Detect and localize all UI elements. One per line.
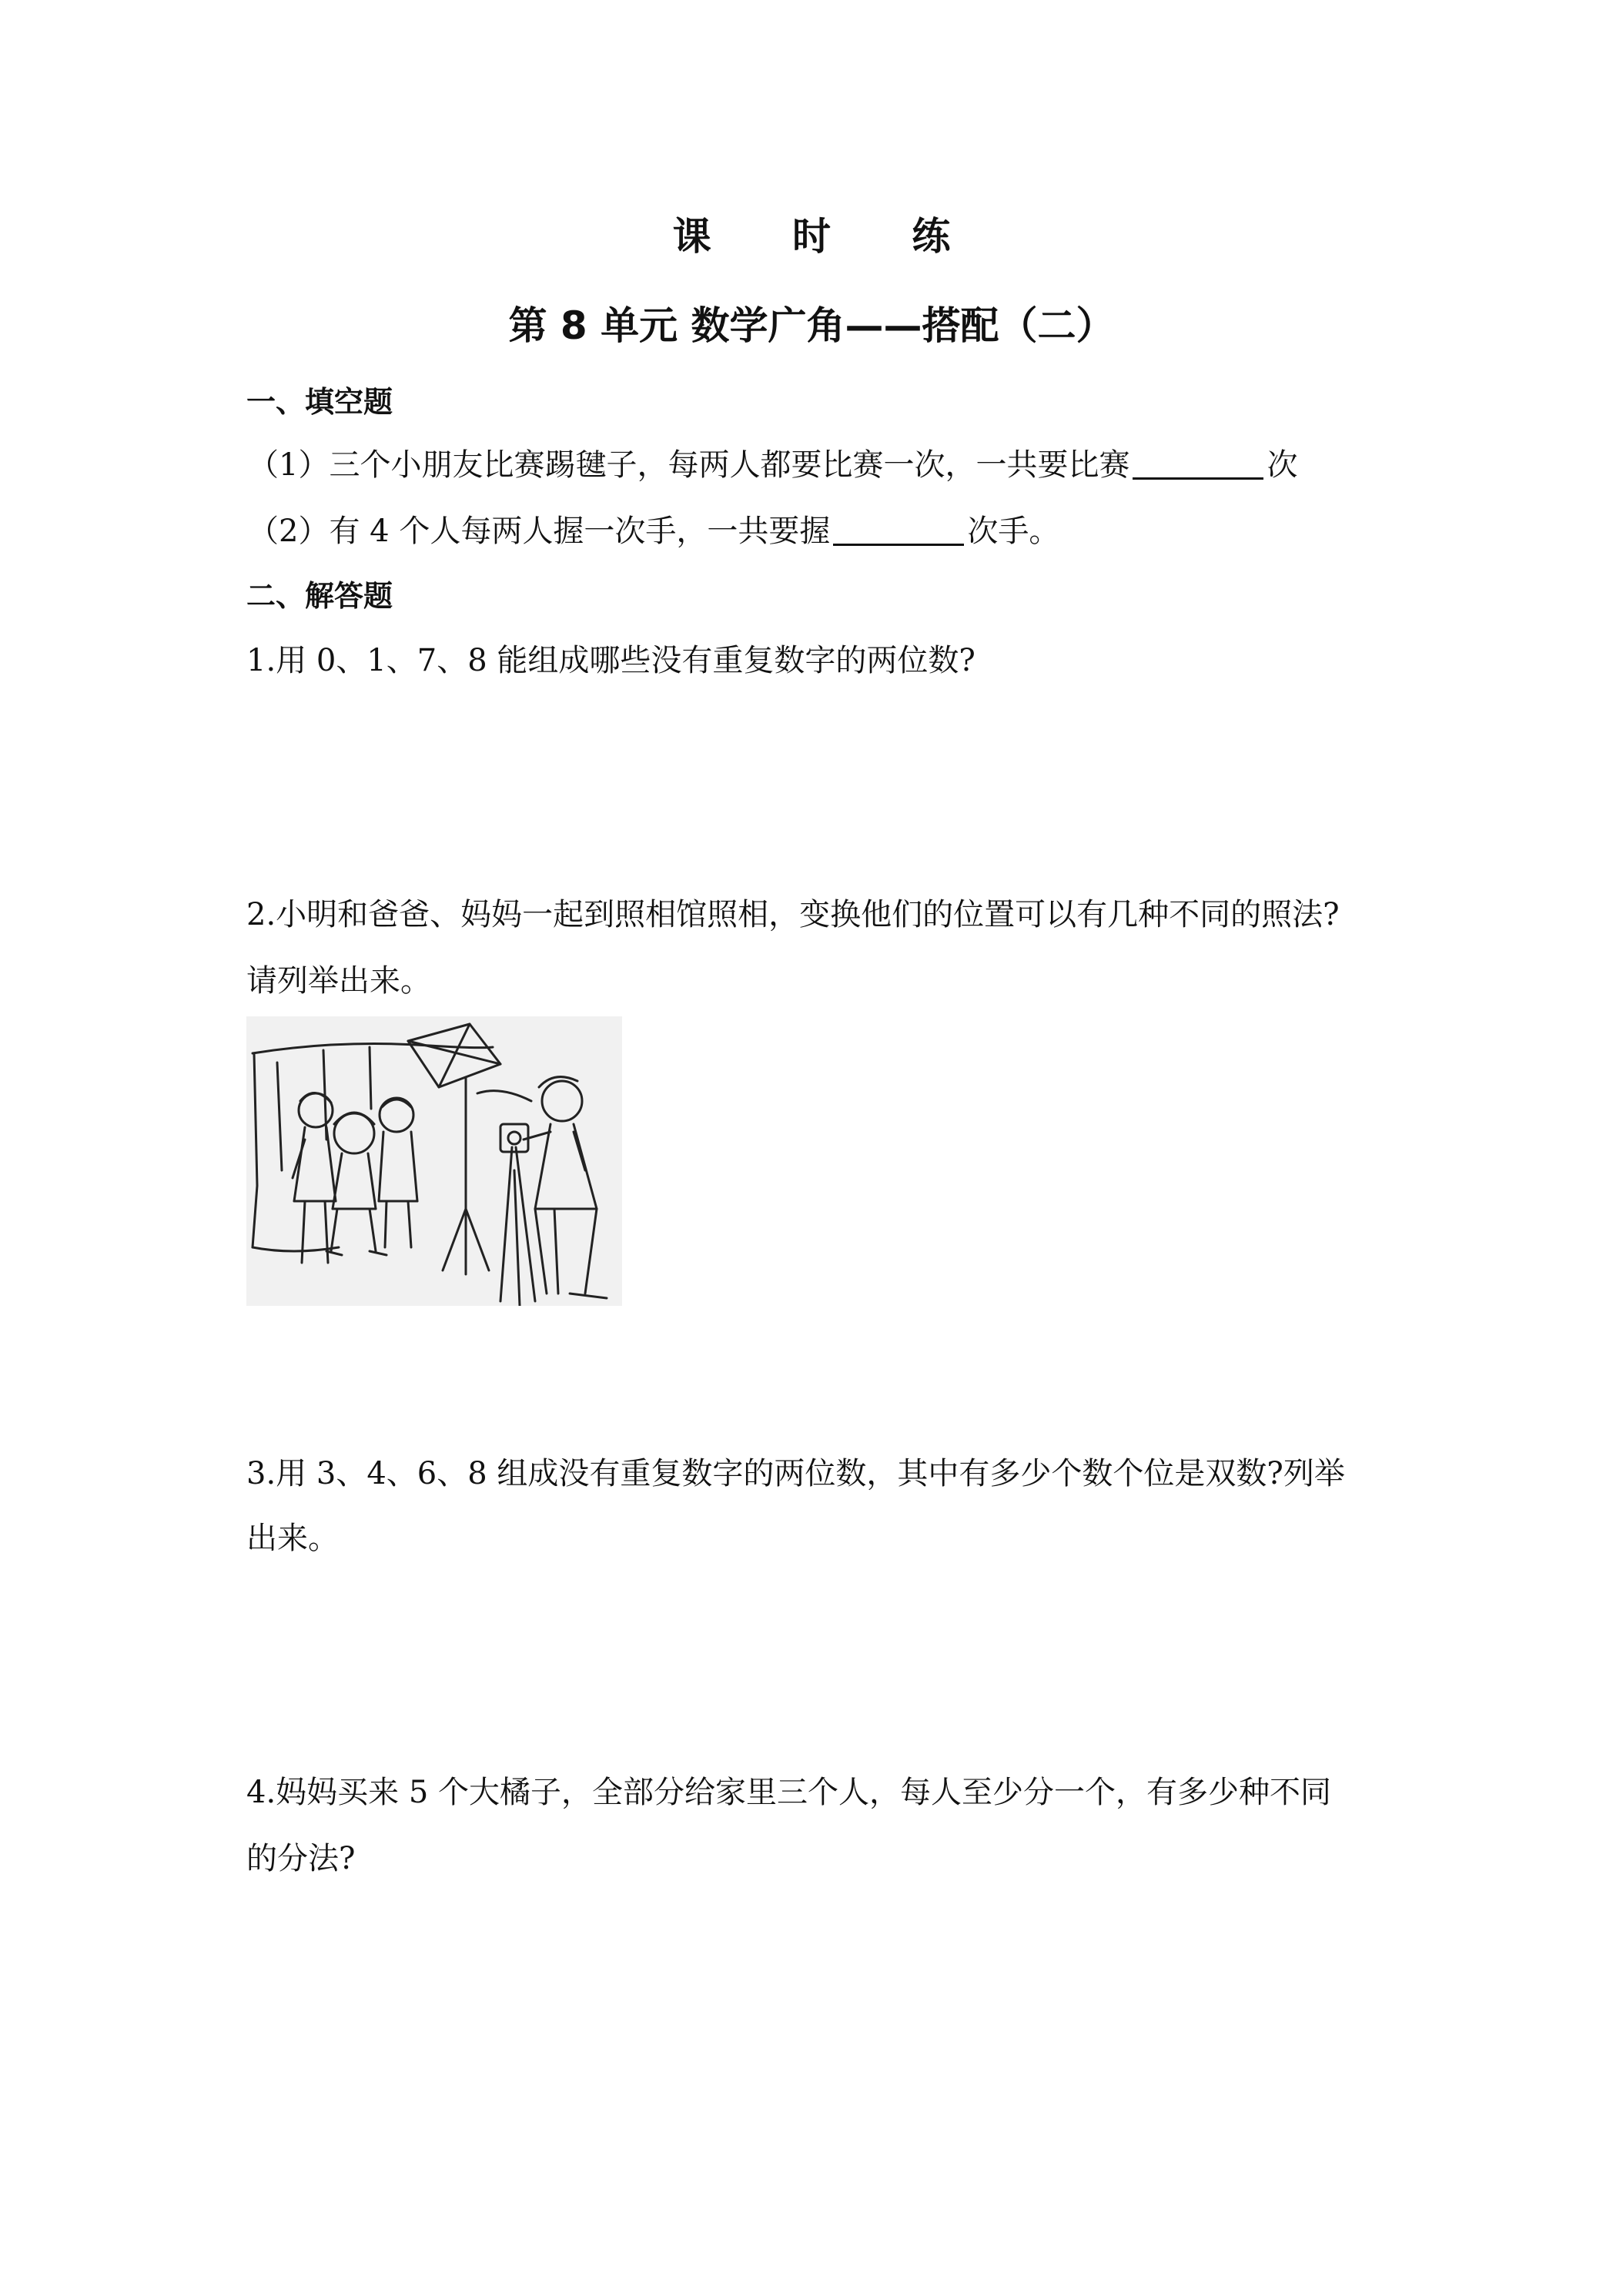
photo-studio-drawing (246, 1016, 622, 1306)
fill-question-1-text: （1）三个小朋友比赛踢毽子，每两人都要比赛一次，一共要比赛 (248, 447, 1130, 483)
photo-studio-illustration (246, 1016, 622, 1306)
problem-3-line-2: 出来。 (246, 1521, 339, 1556)
fill-question-1 (248, 443, 1297, 487)
fill-question-2-text: （2）有 4 个人每两人握一次手，一共要握 (248, 514, 831, 549)
fill-question-1-unit: 次 (1267, 447, 1298, 483)
answer-blank-1 (1133, 447, 1263, 480)
page-title: 课 时 练 (672, 214, 985, 259)
problem-3-line-1: 3.用 3、4、6、8 组成没有重复数字的两位数，其中有多少个数个位是双数?列举 (246, 1456, 1345, 1491)
fill-question-2-unit: 次手。 (967, 514, 1060, 549)
problem-2-line-1: 2.小明和爸爸、妈妈一起到照相馆照相，变换他们的位置可以有几种不同的照法? (246, 897, 1340, 932)
problem-4-line-1: 4.妈妈买来 5 个大橘子，全部分给家里三个人，每人至少分一个，有多少种不同 (246, 1775, 1332, 1810)
problem-4-line-2: 的分法? (246, 1841, 356, 1876)
section-heading-fill-blank: 一、填空题 (246, 385, 393, 419)
problem-2-line-2: 请列举出来。 (246, 963, 431, 999)
problem-1: 1.用 0、1、7、8 能组成哪些没有重复数字的两位数? (246, 643, 975, 678)
section-heading-word-problems: 二、解答题 (246, 579, 393, 613)
fill-question-2 (248, 510, 1059, 553)
answer-blank-2 (833, 513, 964, 546)
page-subtitle: 第 8 单元 数学广角——搭配（二） (508, 303, 1115, 348)
